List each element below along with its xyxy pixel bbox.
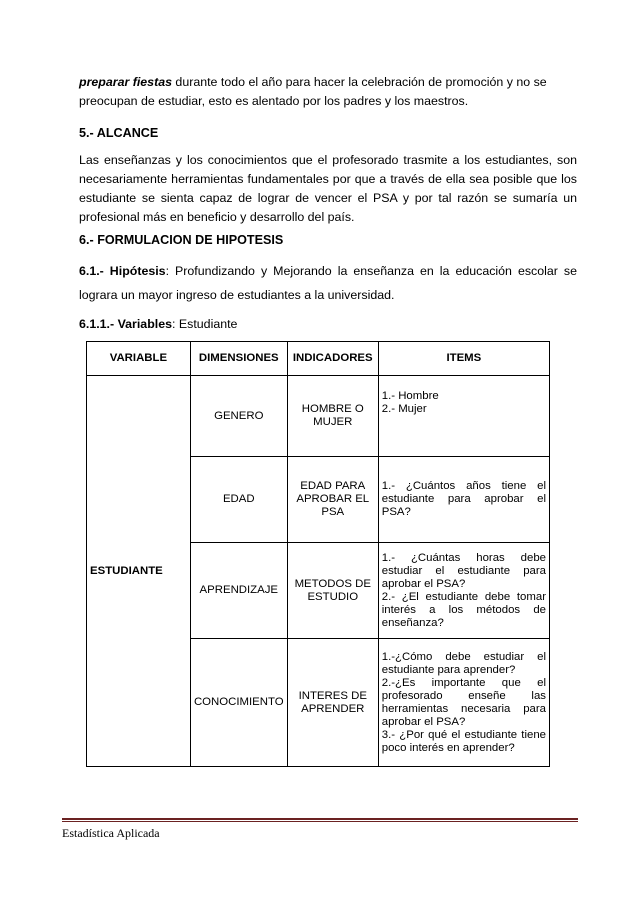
indicator-cell: HOMBRE O MUJER: [287, 376, 378, 457]
items-cell: [378, 376, 549, 457]
items-cell: [378, 639, 549, 767]
footer-text: Estadística Aplicada: [62, 826, 160, 840]
alcance-heading: 5.- ALCANCE: [79, 126, 159, 140]
item-line: 1.- ¿Cuántas horas debe estudiar el estudiante para aprobar el PSA?: [381, 551, 546, 590]
footer-rule-thin: [62, 821, 578, 822]
item-line: 1.- Hombre: [381, 390, 439, 402]
intro-paragraph: [79, 73, 577, 111]
dimension-cell: GENERO: [190, 376, 287, 457]
items-cell: [378, 457, 549, 543]
item-line: 1.-¿Cómo debe estudiar el estudiante para aprender?: [381, 650, 546, 676]
intro-line2: preocupan de estudiar, esto es alentado por los padres y los maestros.: [79, 94, 469, 108]
hipotesis-text: : Profundizando y Mejorando la enseñanza en la educación escolar se lograra un mayor ingreso de estudiantes a la universidad.: [79, 264, 577, 302]
variables-text: : Estudiante: [172, 317, 238, 331]
header-variable: VARIABLE: [87, 342, 191, 376]
intro-emphasis: preparar fiestas: [79, 75, 172, 89]
dimension-cell: APRENDIZAJE: [190, 543, 287, 639]
dimension-cell: CONOCIMIENTO: [190, 639, 287, 767]
item-line: 1.- ¿Cuántos años tiene el estudiante para aprobar el PSA?: [381, 480, 546, 518]
variables-paragraph: [79, 315, 577, 334]
footer-rule: [62, 818, 578, 820]
hipotesis-label: 6.1.- Hipótesis: [79, 264, 166, 278]
item-line: 3.- ¿Por qué el estudiante tiene poco interés en aprender?: [381, 728, 546, 754]
table-header-row: [87, 342, 550, 376]
alcance-paragraph: Las enseñanzas y los conocimientos que el profesorado trasmite a los estudiantes, son necesariamente herramientas fundamentales por que a través de ella sea posible que los estudiante se sienta capaz de lograr de vencer el PSA y por tal razón se sumaría un profesional más en beneficio y desarrollo del país.: [79, 153, 577, 224]
item-line: 2.- Mujer: [381, 403, 427, 415]
dimension-cell: EDAD: [190, 457, 287, 543]
variables-table: [86, 341, 550, 767]
header-items: ITEMS: [378, 342, 549, 376]
item-line: 2.-¿Es importante que el profesorado enseñe las herramientas necesaria para aprobar el PSA?: [381, 676, 546, 728]
indicator-cell: METODOS DE ESTUDIO: [287, 543, 378, 639]
variables-label: 6.1.1.- Variables: [79, 317, 172, 331]
indicator-cell: EDAD PARA APROBAR EL PSA: [287, 457, 378, 543]
item-line: 2.- ¿El estudiante debe tomar interés a los métodos de enseñanza?: [381, 590, 546, 629]
header-dimensiones: DIMENSIONES: [190, 342, 287, 376]
items-cell: [378, 543, 549, 639]
indicator-cell: INTERES DE APRENDER: [287, 639, 378, 767]
variable-cell: ESTUDIANTE: [87, 376, 191, 767]
intro-line1: durante todo el año para hacer la celebración de promoción y no se: [171, 75, 547, 89]
header-indicadores: INDICADORES: [287, 342, 378, 376]
table-row: [87, 376, 550, 457]
hipotesis-paragraph: [79, 259, 577, 307]
formulacion-heading: 6.- FORMULACION DE HIPOTESIS: [79, 233, 284, 247]
